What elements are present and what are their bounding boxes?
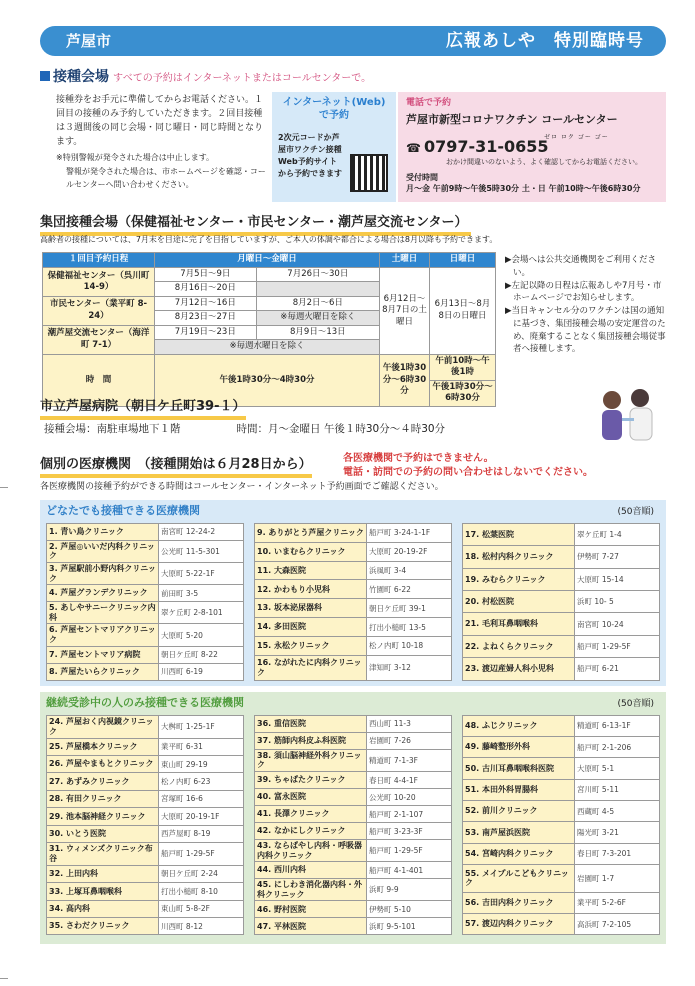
clinic-address: 業平町 5-2-6F — [575, 892, 660, 913]
clinic-name: 43. ならばやし内科・呼吸器内科クリニック — [255, 840, 367, 862]
clinic-row — [255, 542, 452, 561]
margin-mark — [0, 487, 8, 488]
clinic-row — [255, 789, 452, 806]
clinic-address: 春日町 7-3-201 — [575, 843, 660, 864]
clinic-name: 41. 長澤クリニック — [255, 806, 367, 823]
reception-label: 受付時間 — [406, 173, 438, 183]
clinic-address: 朝日ケ丘町 39-1 — [367, 599, 452, 618]
clinic-row — [47, 715, 244, 738]
clinic-name: 29. 池本脳神経クリニック — [47, 808, 159, 825]
col-header: 土曜日 — [380, 253, 430, 268]
date-cell: 7月19日～23日 — [155, 325, 257, 339]
clinic-row — [47, 773, 244, 790]
clinic-name: 32. 上田内科 — [47, 865, 159, 882]
clinic-address: 船戸町 2-1-206 — [575, 737, 660, 758]
clinic-list-column — [46, 715, 244, 936]
date-cell: 7月12日～16日 — [155, 296, 257, 310]
clinic-address: 伊勢町 7-27 — [575, 546, 660, 568]
clinic-address: 朝日ケ丘町 2-24 — [159, 865, 244, 882]
clinic-row — [255, 523, 452, 542]
clinic-list-column — [46, 523, 244, 681]
clinic-address: 岩園町 1-7 — [575, 864, 660, 892]
clinic-address: 松ノ内町 6-23 — [159, 773, 244, 790]
clinic-name: 4. 芦屋グランデクリニック — [47, 585, 159, 602]
clinic-address: 翠ケ丘町 1-4 — [575, 523, 660, 545]
clinic-row — [47, 540, 244, 562]
date-cell: 7月26日～30日 — [256, 268, 379, 282]
clinic-address: 陽光町 3-21 — [575, 822, 660, 843]
clinic-row — [463, 801, 660, 822]
clinic-name: 10. いまむらクリニック — [255, 542, 367, 561]
clinic-name: 3. 芦屋駅前小野内科クリニック — [47, 563, 159, 585]
clinic-name: 14. 多田医院 — [255, 618, 367, 637]
clinic-row — [47, 624, 244, 646]
clinic-name: 50. 古川耳鼻咽喉科医院 — [463, 758, 575, 779]
clinic-row — [255, 772, 452, 789]
clinic-address: 船戸町 4-1-401 — [367, 862, 452, 879]
venue-name: 保健福祉センター（呉川町 14-9） — [43, 268, 155, 297]
clinic-address: 打出小槌町 13-5 — [367, 618, 452, 637]
clinic-name: 9. ありがとう芦屋クリニック — [255, 523, 367, 542]
open-clinics-title: どなたでも接種できる医療機関 — [46, 504, 200, 517]
clinic-row — [463, 568, 660, 590]
clinic-row — [255, 715, 452, 732]
clinic-row — [255, 580, 452, 599]
clinic-address: 大原町 15-14 — [575, 568, 660, 590]
clinic-row — [255, 655, 452, 680]
clinic-row — [47, 585, 244, 602]
clinic-row — [463, 715, 660, 736]
clinic-name: 39. ちゃばたクリニック — [255, 772, 367, 789]
hospital-time: 時間：月～金曜日 午後１時30分～４時30分 — [236, 423, 446, 435]
clinic-row — [47, 523, 244, 540]
clinic-name: 55. メイプルこどもクリニック — [463, 864, 575, 892]
venue-name: 市民センター（業平町 8-24） — [43, 296, 155, 325]
clinic-address: 東山町 29-19 — [159, 755, 244, 772]
clinic-row — [463, 591, 660, 613]
clinic-row — [463, 779, 660, 800]
clinic-row — [255, 749, 452, 771]
venue-name: 潮芦屋交流センター（海洋町 7-1） — [43, 325, 155, 354]
clinic-row — [255, 599, 452, 618]
venue-note: すべての予約はインターネットまたはコールセンターで。 — [113, 73, 372, 84]
clinic-address: 公光町 10-20 — [367, 789, 452, 806]
clinic-name: 36. 重信医院 — [255, 715, 367, 732]
clinic-name: 20. 村松医院 — [463, 591, 575, 613]
call-center-box — [398, 92, 666, 202]
date-cell: 8月16日～20日 — [155, 282, 257, 296]
clinic-name: 19. みむらクリニック — [463, 568, 575, 590]
clinic-row — [463, 658, 660, 680]
clinic-address: 朝日ケ丘町 8-22 — [159, 646, 244, 663]
clinic-address: 精道町 7-1-3F — [367, 749, 452, 771]
clinic-name: 25. 芦屋橋本クリニック — [47, 738, 159, 755]
time-weekday: 午後1時30分～4時30分 — [155, 354, 380, 406]
clinic-row — [463, 758, 660, 779]
clinic-name: 35. さわだクリニック — [47, 917, 159, 934]
clinic-row — [463, 822, 660, 843]
clinic-row — [255, 879, 452, 901]
clinic-name: 49. 藤崎整形外科 — [463, 737, 575, 758]
warning-1: ※特別警報が発令された場合は中止します。 — [56, 152, 215, 162]
date-cell: 8月2日～6日 — [256, 296, 379, 310]
clinic-row — [255, 806, 452, 823]
clinic-address: 大原町 20-19-1F — [159, 808, 244, 825]
warning-2: 警報が発令された場合は、市ホームページを確認・コールセンターへ問い合わせください。 — [66, 167, 266, 189]
margin-mark — [0, 978, 8, 979]
header-banner — [40, 26, 666, 56]
clinic-name: 7. 芦屋セントマリア病院 — [47, 646, 159, 663]
clinic-row — [463, 892, 660, 913]
qr-code-icon[interactable] — [350, 154, 388, 192]
publication-title: 広報あしや 特別臨時号 — [446, 30, 644, 51]
clinic-address: 伊勢町 5-10 — [367, 901, 452, 918]
clinic-row — [47, 602, 244, 624]
clinic-row — [255, 862, 452, 879]
col-header: 日曜日 — [430, 253, 496, 268]
clinic-name: 33. 上塚耳鼻咽喉科 — [47, 883, 159, 900]
clinic-name: 48. ふじクリニック — [463, 715, 575, 736]
venue-intro: 接種券をお手元に準備してからお電話ください。１回目の接種のみ予約していただきます。２回目接種は３週間後の同じ会場・同じ曜日・同じ時間となります。 ※特別警報が発令された場合は中止します。 警報が発令された場合は、市ホームページを確認・コールセンターへ問い合わせください。 — [56, 94, 266, 191]
web-booking-box — [272, 92, 396, 202]
clinic-name: 42. なかにしクリニック — [255, 823, 367, 840]
clinic-name: 54. 宮崎内科クリニック — [463, 843, 575, 864]
col-header: １回目予約日程 — [43, 253, 155, 268]
clinic-address: 大桝町 1-25-1F — [159, 715, 244, 738]
clinic-row — [47, 825, 244, 842]
clinic-name: 23. 渡辺産婦人科小児科 — [463, 658, 575, 680]
clinic-row — [47, 790, 244, 807]
clinic-name: 46. 野村医院 — [255, 901, 367, 918]
clinic-name: 12. かわもり小児科 — [255, 580, 367, 599]
sort-order: (50音順) — [617, 507, 654, 517]
clinic-row — [463, 546, 660, 568]
clinic-row — [255, 618, 452, 637]
clinic-name: 27. あずみクリニック — [47, 773, 159, 790]
sunday-dates: 6月13日～8月8日の日曜日 — [430, 268, 496, 355]
call-caution: おかけ間違いのないよう、よく確認してからお電話ください。 — [446, 157, 642, 166]
clinic-name: 56. 吉田内科クリニック — [463, 892, 575, 913]
hospital-venue: 接種会場：南駐車場地下１階 — [44, 423, 181, 435]
clinic-address: 浜町 9-9 — [367, 879, 452, 901]
clinic-row — [255, 732, 452, 749]
clinics-sub: 各医療機関の接種予約ができる時間はコールセンター・インターネット予約画面でご確認ください。 — [40, 482, 444, 492]
venue-section-title: 接種会場 すべての予約はインターネットまたはコールセンターで。 — [40, 68, 371, 87]
clinic-name: 21. 毛利耳鼻咽喉科 — [463, 613, 575, 635]
clinic-address: 南宮町 12-24-2 — [159, 523, 244, 540]
clinic-address: 大原町 5-22-1F — [159, 563, 244, 585]
time-saturday: 午後1時30分～6時30分 — [380, 354, 430, 406]
clinic-name: 1. 青い鳥クリニック — [47, 523, 159, 540]
clinic-name: 26. 芦屋やまもとクリニック — [47, 755, 159, 772]
schedule-table — [42, 252, 496, 407]
clinic-name: 22. よねくらクリニック — [463, 635, 575, 657]
time-sunday-morning: 午前10時～午後1時 — [430, 354, 496, 380]
clinic-address: 船戸町 1-29-5F — [159, 843, 244, 866]
clinic-address: 川西町 6-19 — [159, 663, 244, 680]
clinic-address: 大原町 5-20 — [159, 624, 244, 646]
clinic-row — [47, 865, 244, 882]
clinic-list-column — [254, 715, 452, 936]
clinic-address: 精道町 6-13-1F — [575, 715, 660, 736]
clinic-address: 高浜町 7-2-105 — [575, 914, 660, 935]
clinic-name: 18. 松村内科クリニック — [463, 546, 575, 568]
clinic-name: 2. 芦屋◎いいだ内科クリニック — [47, 540, 159, 562]
clinic-address: 船戸町 3-24-1-1F — [367, 523, 452, 542]
clinic-address: 船戸町 1-29-5F — [575, 635, 660, 657]
clinic-row — [255, 823, 452, 840]
clinic-address: 川西町 8-12 — [159, 917, 244, 934]
date-cell: 8月9日～13日 — [256, 325, 379, 339]
date-cell: 8月23日～27日 — [155, 311, 257, 325]
web-booking-title: インターネット(Web)で予約 — [282, 97, 386, 121]
clinic-list-column — [462, 523, 660, 681]
clinic-address: 岩園町 7-26 — [367, 732, 452, 749]
reception-time: 月～金 午前9時～午後5時30分 土・日 午前10時～午後6時30分 — [406, 183, 641, 193]
clinic-name: 24. 芦屋おく内視鏡クリニック — [47, 715, 159, 738]
time-sunday: 午後1時30分～6時30分 — [430, 380, 496, 406]
clinic-list-column — [254, 523, 452, 681]
continuing-clinics-panel — [40, 692, 666, 944]
clinic-address: 春日町 4-4-1F — [367, 772, 452, 789]
clinic-row — [47, 646, 244, 663]
group-notes — [505, 254, 669, 356]
clinic-address: 西山町 11-3 — [367, 715, 452, 732]
clinic-address: 打出小槌町 8-10 — [159, 883, 244, 900]
clinic-name: 30. いとう医院 — [47, 825, 159, 842]
clinic-row — [47, 663, 244, 680]
clinic-name: 16. ながれたに内科クリニック — [255, 655, 367, 680]
clinic-list-column — [462, 715, 660, 936]
clinic-name: 57. 渡辺内科クリニック — [463, 914, 575, 935]
sort-order: (50音順) — [617, 699, 654, 709]
continuing-clinics-title: 継続受診中の人のみ接種できる医療機関 — [46, 696, 244, 709]
clinic-address: 大原町 5-1 — [575, 758, 660, 779]
empty-cell — [256, 282, 379, 296]
clinic-name: 15. 永松クリニック — [255, 637, 367, 656]
clinic-address: 竹園町 6-22 — [367, 580, 452, 599]
clinic-name: 51. 本田外科胃腸科 — [463, 779, 575, 800]
clinic-name: 11. 大森医院 — [255, 561, 367, 580]
clinic-row — [47, 755, 244, 772]
clinic-address: 浜町 9-5-101 — [367, 918, 452, 935]
clinic-address: 船戸町 2-1-107 — [367, 806, 452, 823]
city-name: 芦屋市 — [66, 31, 112, 50]
clinic-address: 船戸町 1-29-5F — [367, 840, 452, 862]
clinic-name: 37. 筋師内科皮ふ科医院 — [255, 732, 367, 749]
group-section-sub: 高齢者の接種については、7月末を目途に完了を目指していますが、ご本人の体調や都合による場合は8月以降も予約できます。 — [40, 235, 498, 244]
clinic-address: 船戸町 3-23-3F — [367, 823, 452, 840]
clinic-row — [47, 917, 244, 934]
call-center-name: 芦屋市新型コロナワクチン コールセンター — [406, 113, 618, 127]
clinic-address: 浜風町 3-4 — [367, 561, 452, 580]
clinic-name: 47. 平林医院 — [255, 918, 367, 935]
clinics-section-title: 個別の医療機関 （接種開始は６月28日から） — [40, 456, 312, 478]
clinic-row — [255, 637, 452, 656]
clinic-name: 34. 高内科 — [47, 900, 159, 917]
web-booking-desc: 2次元コードか芦屋市ワクチン接種Web予約サイトから予約できます — [278, 133, 342, 178]
clinic-row — [255, 918, 452, 935]
clinic-row — [47, 563, 244, 585]
clinic-row — [47, 738, 244, 755]
clinic-name: 17. 松葉医院 — [463, 523, 575, 545]
date-note: ※毎週火曜日を除く — [256, 311, 379, 325]
date-note: ※毎週水曜日を除く — [155, 340, 380, 354]
clinic-address: 松ノ内町 10-18 — [367, 637, 452, 656]
col-header: 月曜日～金曜日 — [155, 253, 380, 268]
clinic-row — [463, 737, 660, 758]
clinic-address: 前田町 3-5 — [159, 585, 244, 602]
clinic-row — [47, 883, 244, 900]
note-item: ▶会場へは公共交通機関をご利用ください。 — [505, 255, 657, 278]
clinic-name: 40. 富永医院 — [255, 789, 367, 806]
clinic-address: 南宮町 10-24 — [575, 613, 660, 635]
note-item: ▶左記以降の日程は広報あしや7月号・市ホームページでお知らせします。 — [505, 280, 662, 304]
clinic-row — [47, 843, 244, 866]
clinic-address: 西蔵町 4-5 — [575, 801, 660, 822]
clinic-address: 宮塚町 16-6 — [159, 790, 244, 807]
tel-ruby: ゼロ ロク ゴー ゴー — [544, 134, 609, 141]
time-label: 時 間 — [43, 354, 155, 406]
clinic-address: 東山町 5-8-2F — [159, 900, 244, 917]
clinic-name: 5. あしやサニークリニック内科 — [47, 602, 159, 624]
clinic-address: 大原町 20-19-2F — [367, 542, 452, 561]
clinic-row — [463, 523, 660, 545]
clinic-address: 浜町 10- 5 — [575, 591, 660, 613]
clinic-row — [47, 900, 244, 917]
phone-icon: ☎ — [406, 140, 421, 155]
clinic-address: 津知町 3-12 — [367, 655, 452, 680]
clinic-row — [47, 808, 244, 825]
clinic-address: 西芦屋町 8-19 — [159, 825, 244, 842]
clinic-name: 6. 芦屋セントマリアクリニック — [47, 624, 159, 646]
clinic-name: 53. 南芦屋浜医院 — [463, 822, 575, 843]
call-center-phone[interactable]: ☎ 0797-31-0655 — [406, 136, 549, 156]
clinic-name: 8. 芦屋たいらクリニック — [47, 663, 159, 680]
clinic-row — [255, 901, 452, 918]
clinic-address: 公光町 11-5-301 — [159, 540, 244, 562]
clinic-name: 44. 西川内科 — [255, 862, 367, 879]
call-label: 電話で予約 — [406, 98, 452, 108]
clinic-row — [255, 840, 452, 862]
saturday-dates: 6月12日～8月7日の土曜日 — [380, 268, 430, 355]
group-section-title: 集団接種会場（保健福祉センター・市民センター・潮芦屋交流センター） — [40, 214, 471, 236]
open-clinics-panel — [40, 500, 666, 686]
clinic-row — [463, 864, 660, 892]
date-cell: 7月5日～9日 — [155, 268, 257, 282]
clinic-row — [463, 914, 660, 935]
note-item: ▶当日キャンセル分のワクチンは国の通知に基づき、集団接種会場の安定運営のため、廃棄することなく集団接種会場従事者へ接種します。 — [505, 306, 666, 355]
hospital-info — [44, 422, 501, 436]
clinic-address: 翠ケ丘町 2-8-101 — [159, 602, 244, 624]
clinic-row — [463, 613, 660, 635]
vaccination-illustration-icon — [592, 384, 662, 454]
clinic-address: 船戸町 6-21 — [575, 658, 660, 680]
clinics-warning: 各医療機関で予約はできません。 電話・訪問での予約の問い合わせはしないでください。 — [343, 453, 593, 478]
square-bullet-icon — [40, 71, 50, 81]
clinic-name: 13. 坂本泌尿器科 — [255, 599, 367, 618]
clinic-row — [463, 843, 660, 864]
clinic-row — [463, 635, 660, 657]
clinic-name: 38. 須山脳神経外科クリニック — [255, 749, 367, 771]
clinic-name: 45. にしわき消化器内科・外科クリニック — [255, 879, 367, 901]
clinic-name: 31. ウィメンズクリニック布谷 — [47, 843, 159, 866]
clinic-row — [255, 561, 452, 580]
hospital-section-title: 市立芦屋病院（朝日ケ丘町39-１） — [40, 398, 246, 420]
clinic-name: 28. 有田クリニック — [47, 790, 159, 807]
clinic-name: 52. 前川クリニック — [463, 801, 575, 822]
clinic-address: 宮川町 5-11 — [575, 779, 660, 800]
clinic-address: 業平町 6-31 — [159, 738, 244, 755]
